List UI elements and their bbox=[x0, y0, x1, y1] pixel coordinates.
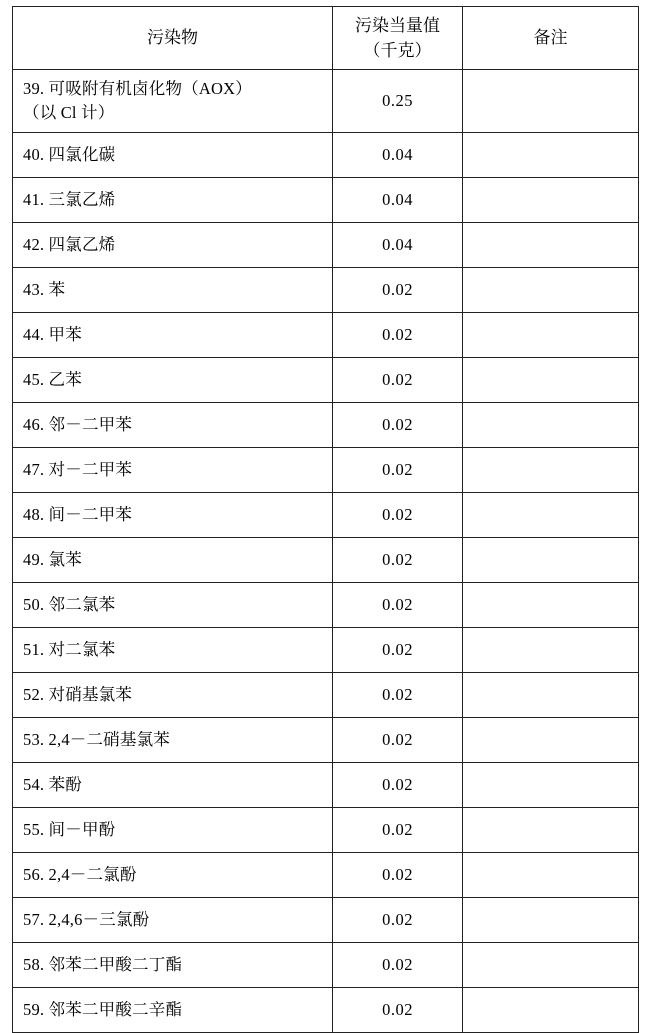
cell-pollutant-name bbox=[13, 538, 333, 583]
cell-pollutant-name bbox=[13, 943, 333, 988]
cell-equivalent-value: 0.02 bbox=[333, 268, 463, 313]
cell-pollutant-name bbox=[13, 583, 333, 628]
cell-pollutant-name bbox=[13, 988, 333, 1033]
cell-pollutant-name bbox=[13, 178, 333, 223]
cell-note bbox=[463, 178, 639, 223]
cell-pollutant-name bbox=[13, 268, 333, 313]
column-header-equivalent-value-line2: （千克） bbox=[363, 41, 432, 60]
cell-equivalent-value: 0.04 bbox=[333, 133, 463, 178]
cell-pollutant-name bbox=[13, 673, 333, 718]
cell-note bbox=[463, 673, 639, 718]
cell-note bbox=[463, 583, 639, 628]
cell-equivalent-value: 0.02 bbox=[333, 943, 463, 988]
column-header-note bbox=[463, 7, 639, 70]
column-header-note-text: 备注 bbox=[533, 28, 568, 48]
pollutant-name-line1: 43. 苯 bbox=[23, 280, 66, 300]
cell-pollutant-name bbox=[13, 808, 333, 853]
cell-equivalent-value: 0.25 bbox=[333, 70, 463, 133]
pollutant-equivalent-table bbox=[12, 6, 639, 1033]
pollutant-name-line1: 44. 甲苯 bbox=[23, 325, 82, 345]
pollutant-name-line1: 42. 四氯乙烯 bbox=[23, 235, 116, 255]
table-row bbox=[13, 583, 639, 628]
cell-pollutant-name bbox=[13, 853, 333, 898]
cell-note bbox=[463, 628, 639, 673]
cell-note bbox=[463, 70, 639, 133]
cell-equivalent-value: 0.02 bbox=[333, 628, 463, 673]
cell-equivalent-value: 0.04 bbox=[333, 178, 463, 223]
cell-note bbox=[463, 448, 639, 493]
cell-equivalent-value: 0.02 bbox=[333, 673, 463, 718]
table-row bbox=[13, 493, 639, 538]
table-row bbox=[13, 988, 639, 1033]
cell-pollutant-name bbox=[13, 763, 333, 808]
table-row bbox=[13, 673, 639, 718]
cell-note bbox=[463, 718, 639, 763]
pollutant-name-line1: 50. 邻二氯苯 bbox=[23, 595, 116, 615]
cell-pollutant-name bbox=[13, 898, 333, 943]
column-header-equivalent-value bbox=[333, 7, 463, 70]
cell-pollutant-name bbox=[13, 403, 333, 448]
pollutant-name-line1: 51. 对二氯苯 bbox=[23, 640, 116, 660]
cell-note bbox=[463, 808, 639, 853]
cell-pollutant-name bbox=[13, 493, 333, 538]
table-row bbox=[13, 763, 639, 808]
cell-note bbox=[463, 898, 639, 943]
cell-note bbox=[463, 943, 639, 988]
cell-equivalent-value: 0.02 bbox=[333, 358, 463, 403]
cell-note bbox=[463, 223, 639, 268]
cell-pollutant-name bbox=[13, 628, 333, 673]
cell-equivalent-value: 0.02 bbox=[333, 988, 463, 1033]
table-row bbox=[13, 313, 639, 358]
pollutant-name-line1: 46. 邻－二甲苯 bbox=[23, 415, 133, 435]
table-row bbox=[13, 538, 639, 583]
pollutant-name-line2: （以 Cl 计） bbox=[23, 103, 115, 122]
header-row bbox=[13, 7, 639, 70]
pollutant-name-line1: 55. 间－甲酚 bbox=[23, 820, 116, 840]
cell-note bbox=[463, 268, 639, 313]
cell-equivalent-value: 0.04 bbox=[333, 223, 463, 268]
cell-equivalent-value: 0.02 bbox=[333, 403, 463, 448]
cell-pollutant-name bbox=[13, 718, 333, 763]
pollutant-name-line1: 57. 2,4,6－三氯酚 bbox=[23, 910, 150, 930]
column-header-pollutant bbox=[13, 7, 333, 70]
cell-equivalent-value: 0.02 bbox=[333, 538, 463, 583]
table-row bbox=[13, 403, 639, 448]
pollutant-name-line1: 45. 乙苯 bbox=[23, 370, 82, 390]
cell-equivalent-value: 0.02 bbox=[333, 853, 463, 898]
pollutant-name-line1: 52. 对硝基氯苯 bbox=[23, 685, 133, 705]
table-row bbox=[13, 268, 639, 313]
table-row bbox=[13, 178, 639, 223]
pollutant-name-line1: 40. 四氯化碳 bbox=[23, 145, 116, 165]
cell-equivalent-value: 0.02 bbox=[333, 763, 463, 808]
cell-pollutant-name bbox=[13, 70, 333, 133]
table-body bbox=[13, 70, 639, 1033]
cell-pollutant-name bbox=[13, 358, 333, 403]
pollutant-name-line1: 58. 邻苯二甲酸二丁酯 bbox=[23, 955, 183, 975]
pollutant-name-line1: 56. 2,4－二氯酚 bbox=[23, 865, 137, 885]
table-header bbox=[13, 7, 639, 70]
table-row bbox=[13, 898, 639, 943]
cell-note bbox=[463, 358, 639, 403]
cell-equivalent-value: 0.02 bbox=[333, 808, 463, 853]
cell-note bbox=[463, 403, 639, 448]
table-row bbox=[13, 133, 639, 178]
pollutant-name-line1: 39. 可吸附有机卤化物（AOX） bbox=[23, 79, 252, 99]
cell-pollutant-name bbox=[13, 313, 333, 358]
cell-note bbox=[463, 493, 639, 538]
cell-equivalent-value: 0.02 bbox=[333, 718, 463, 763]
cell-pollutant-name bbox=[13, 448, 333, 493]
pollutant-name-line1: 49. 氯苯 bbox=[23, 550, 82, 570]
table-row bbox=[13, 853, 639, 898]
cell-pollutant-name bbox=[13, 133, 333, 178]
cell-equivalent-value: 0.02 bbox=[333, 898, 463, 943]
table-row bbox=[13, 70, 639, 133]
document-page bbox=[0, 6, 650, 1020]
table-row bbox=[13, 943, 639, 988]
pollutant-name-line1: 47. 对－二甲苯 bbox=[23, 460, 133, 480]
table-row bbox=[13, 448, 639, 493]
table-row bbox=[13, 628, 639, 673]
column-header-pollutant-text: 污染物 bbox=[147, 28, 198, 48]
cell-note bbox=[463, 853, 639, 898]
cell-note bbox=[463, 313, 639, 358]
column-header-equivalent-value-line1: 污染当量值 bbox=[355, 15, 440, 35]
cell-pollutant-name bbox=[13, 223, 333, 268]
pollutant-name-line1: 48. 间－二甲苯 bbox=[23, 505, 133, 525]
table-row bbox=[13, 223, 639, 268]
cell-note bbox=[463, 538, 639, 583]
cell-equivalent-value: 0.02 bbox=[333, 493, 463, 538]
table-row bbox=[13, 808, 639, 853]
cell-equivalent-value: 0.02 bbox=[333, 313, 463, 358]
pollutant-name-line1: 59. 邻苯二甲酸二辛酯 bbox=[23, 1000, 183, 1020]
cell-note bbox=[463, 133, 639, 178]
cell-equivalent-value: 0.02 bbox=[333, 583, 463, 628]
table-row bbox=[13, 718, 639, 763]
pollutant-name-line1: 54. 苯酚 bbox=[23, 775, 82, 795]
table-row bbox=[13, 358, 639, 403]
cell-equivalent-value: 0.02 bbox=[333, 448, 463, 493]
pollutant-name-line1: 53. 2,4－二硝基氯苯 bbox=[23, 730, 170, 750]
pollutant-name-line1: 41. 三氯乙烯 bbox=[23, 190, 116, 210]
cell-note bbox=[463, 988, 639, 1033]
cell-note bbox=[463, 763, 639, 808]
